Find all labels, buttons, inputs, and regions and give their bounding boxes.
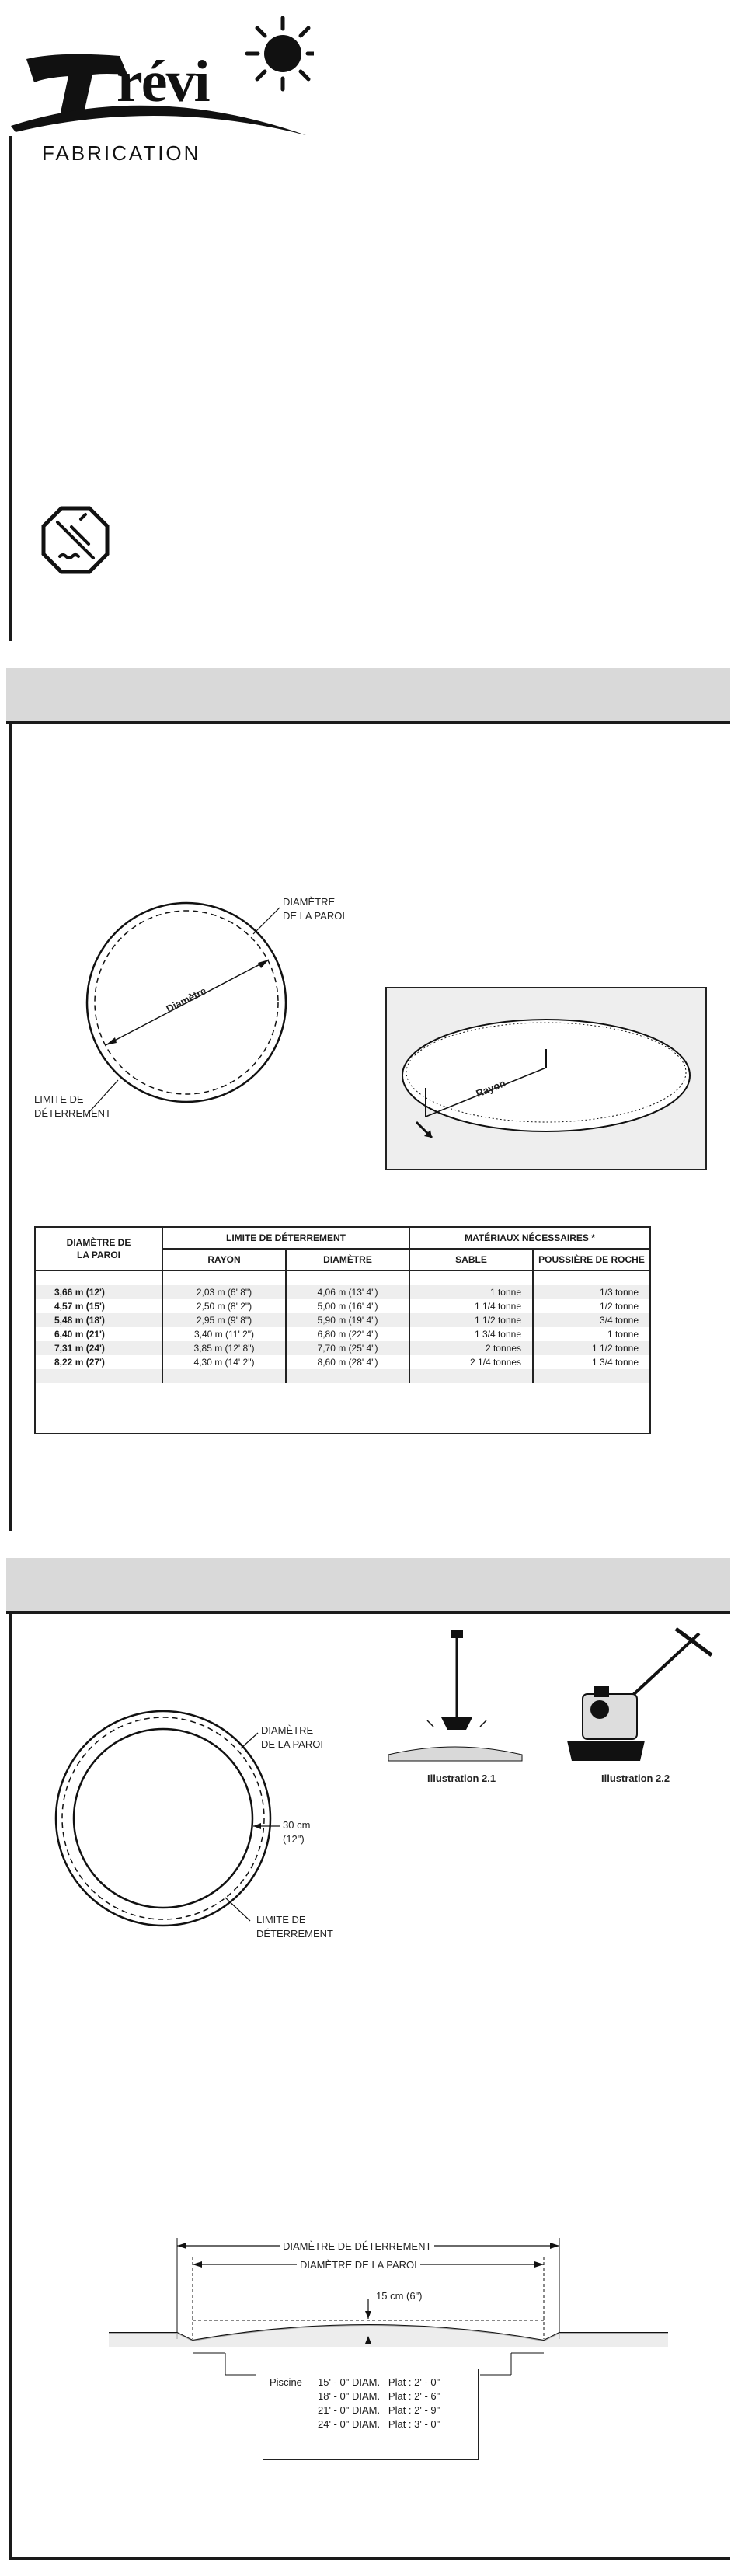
- col-radius: RAYON: [162, 1249, 286, 1271]
- section2-band: [6, 668, 730, 723]
- no-digging-icon: [40, 505, 110, 575]
- col-dig-limit: LIMITE DE DÉTERREMENT: [162, 1228, 409, 1249]
- table-row: 4,57 m (15') 2,50 m (8' 2") 5,00 m (16' 4") 1 1/4 tonne 1/2 tonne: [36, 1299, 649, 1313]
- col-diameter: DIAMÈTRE: [286, 1249, 409, 1271]
- section3-band: [6, 1558, 730, 1612]
- caption-illustration-2: Illustration 2.2: [601, 1773, 670, 1784]
- pool-size-row: 18' - 0" DIAM. Plat : 2' - 6": [318, 2390, 440, 2402]
- label-offset: 30 cm (12"): [283, 1819, 311, 1845]
- logo-word: révi: [117, 49, 209, 114]
- circle-diagram-offset: [47, 1702, 280, 1935]
- label-depth: 15 cm (6"): [376, 2290, 423, 2302]
- table-row: 3,66 m (12') 2,03 m (6' 8") 4,06 m (13' 4") 1 tonne 1/3 tonne: [36, 1285, 649, 1299]
- col-sand: SABLE: [409, 1249, 533, 1271]
- materials-table: [36, 1228, 649, 1383]
- table-row: 7,31 m (24') 3,85 m (12' 8") 7,70 m (25' 4") 2 tonnes 1 1/2 tonne: [36, 1341, 649, 1355]
- label-dig-diameter: DIAMÈTRE DE DÉTERREMENT: [280, 2240, 434, 2254]
- label-diameter: Diamètre: [164, 985, 208, 1015]
- tamper-illustration: [385, 1624, 525, 1772]
- pool-size-row: 21' - 0" DIAM. Plat : 2' - 9": [318, 2404, 440, 2416]
- pool-size-box: [263, 2369, 479, 2460]
- col-rock-dust: POUSSIÈRE DE ROCHE: [533, 1249, 649, 1271]
- table-row: 6,40 m (21') 3,40 m (11' 2") 6,80 m (22' 4") 1 3/4 tonne 1 tonne: [36, 1327, 649, 1341]
- wall-callout: [253, 908, 280, 934]
- radius-illustration: [385, 987, 707, 1170]
- pool-size-row: 15' - 0" DIAM. Plat : 2' - 0": [318, 2376, 440, 2388]
- section2-band-line: [6, 721, 730, 724]
- section3-band-line: [6, 1611, 730, 1614]
- bottom-rule: [9, 2557, 730, 2560]
- pool-size-row: 24' - 0" DIAM. Plat : 3' - 0": [318, 2418, 440, 2430]
- label-dig-limit-2: LIMITE DE DÉTERREMENT: [256, 1914, 333, 1940]
- caption-illustration-1: Illustration 2.1: [427, 1773, 496, 1784]
- label-wall-diameter-1: DIAMÈTRE DE LA PAROI: [283, 896, 345, 922]
- label-dig-limit-1: LIMITE DE DÉTERREMENT: [34, 1093, 111, 1119]
- logo-subtitle: FABRICATION: [42, 141, 201, 165]
- table-row: 8,22 m (27') 4,30 m (14' 2") 8,60 m (28' 4") 2 1/4 tonnes 1 3/4 tonne: [36, 1355, 649, 1369]
- left-rule-1: [9, 136, 12, 641]
- label-wall-diameter-3: DIAMÈTRE DE LA PAROI: [297, 2258, 420, 2272]
- col-wall-diameter: DIAMÈTRE DE LA PAROI: [36, 1228, 162, 1271]
- col-materials: MATÉRIAUX NÉCESSAIRES *: [409, 1228, 649, 1249]
- label-radius: Rayon: [474, 1077, 507, 1100]
- left-rule-2: [9, 723, 12, 1531]
- table-row: 5,48 m (18') 2,95 m (9' 8") 5,90 m (19' 4") 1 1/2 tonne 3/4 tonne: [36, 1313, 649, 1327]
- label-wall-diameter-2: DIAMÈTRE DE LA PAROI: [261, 1724, 323, 1750]
- sun-icon: [247, 18, 314, 89]
- pool-label: Piscine: [270, 2376, 302, 2388]
- compactor-illustration: [559, 1624, 715, 1772]
- left-rule-3: [9, 1612, 12, 2560]
